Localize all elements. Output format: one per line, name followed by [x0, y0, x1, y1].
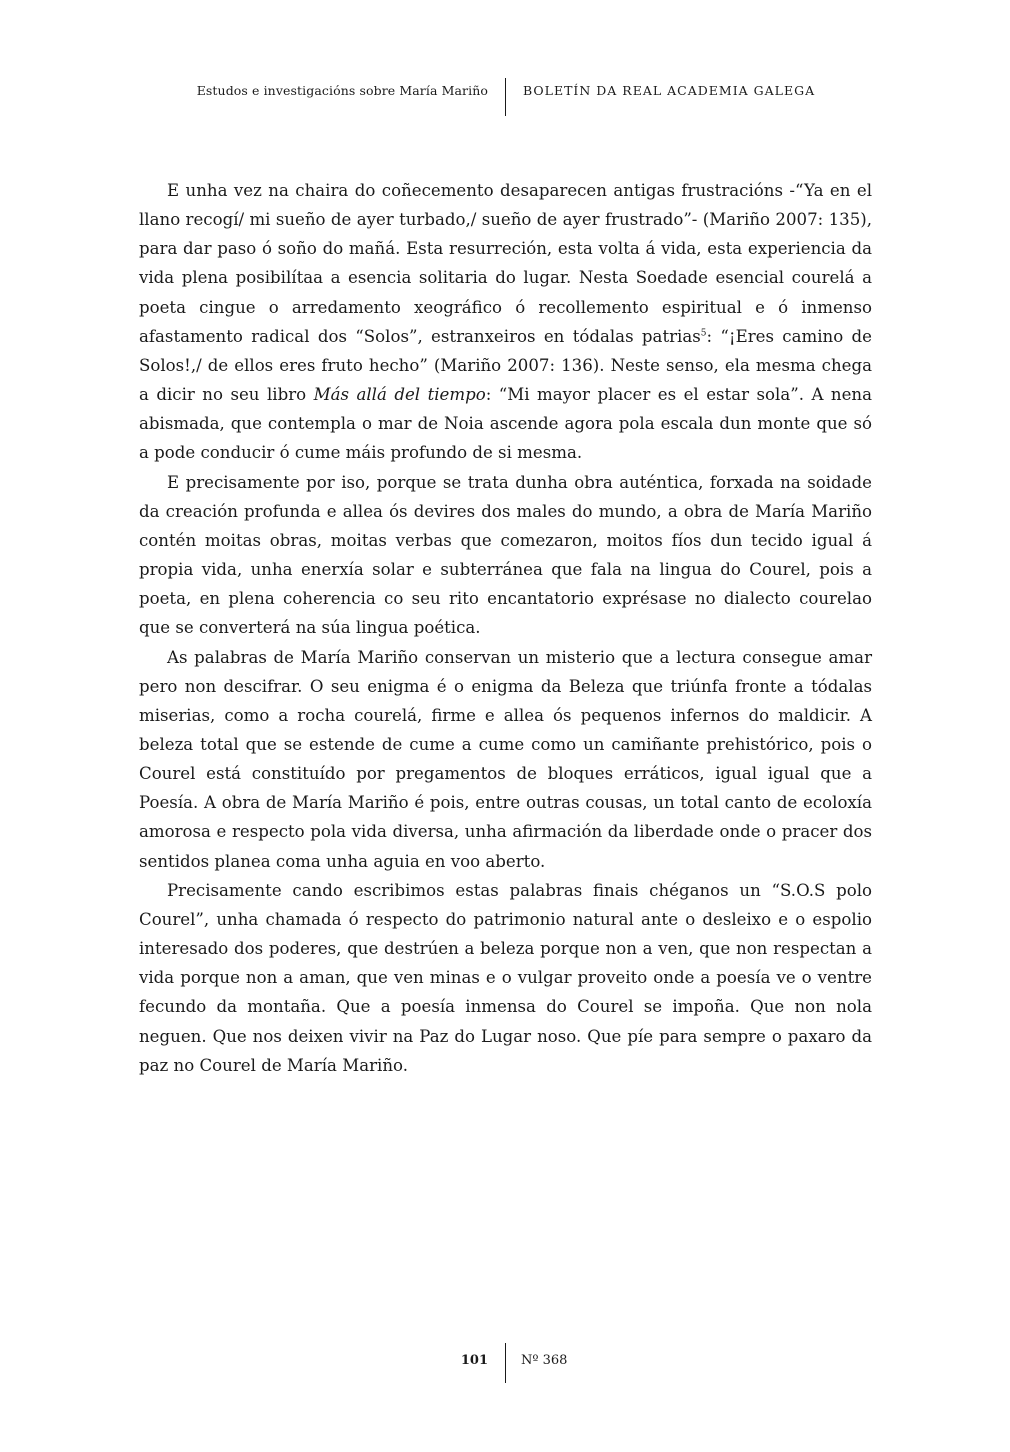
paragraph-3: As palabras de María Mariño conservan un misterio que a lectura consegue amar pero non descifrar. O seu enigma é o enigma da Beleza que triúnfa fronte a tódalas miserias, como a rocha courelá, firme e allea ós pequenos infernos do maldicir. A beleza total que se estende de cume a cume como un camiñante prehistórico, pois o Courel está constituído por pregamentos de bloques erráticos, igual igual que a Poesía. A obra de María Mariño é pois, entre outras cousas, un total canto de ecoloxía amorosa e respecto pola vida diversa, unha afirmación da liberdade onde o pracer dos sentidos planea coma unha aguia en voo aberto.	[139, 647, 872, 871]
article-body	[139, 176, 872, 1080]
page-footer	[0, 1343, 1010, 1385]
paragraph-2: E precisamente por iso, porque se trata dunha obra auténtica, forxada na soidade da creación profunda e allea ós devires dos males do mundo, a obra de María Mariño contén moitas obras, moitas verbas que comezaron, moitos fíos dun tecido igual á propia vida, unha enerxía solar e subterránea que fala na lingua do Courel, pois a poeta, en plena coherencia co seu rito encantatorio exprésase no dialecto courelao que se converterá na súa lingua poética.	[139, 472, 872, 638]
paragraph-4: Precisamente cando escribimos estas palabras finais chéganos un “S.O.S polo Courel”, unha chamada ó respecto do patrimonio natural ante o desleixo e o espolio interesado dos poderes, que destrúen a beleza porque non a ven, que non respectan a vida porque non a aman, que ven minas e o vulgar proveito onde a poesía ve o ventre fecundo da montaña. Que a poesía inmensa do Courel se impoña. Que non nola neguen. Que nos deixen vivir na Paz do Lugar noso. Que píe para sempre o paxaro da paz no Courel de María Mariño.	[139, 880, 872, 1075]
paragraph-1	[139, 176, 872, 468]
header-divider	[505, 78, 506, 116]
header-section-title: Estudos e investigacións sobre María Mariño	[196, 83, 488, 98]
header-journal-title: BOLETÍN DA REAL ACADEMIA GALEGA	[523, 83, 816, 98]
issue-number: Nº 368	[521, 1353, 568, 1368]
paragraph-1-part-c: : “Mi mayor placer es el estar sola”. A nena abismada, que contempla o mar de Noia ascende agora pola escala dun monte que só a pode conducir ó cume máis profundo de si mesma.	[139, 385, 872, 463]
page-number: 101	[460, 1353, 488, 1368]
footer-divider	[505, 1343, 506, 1383]
footnote-marker: 5	[700, 328, 707, 339]
paragraph-1-part-b: : “¡Eres camino de Solos!,/ de ellos eres fruto hecho” (Mariño 2007: 136). Neste senso, ela mesma chega a dicir no seu libro	[139, 326, 872, 405]
book-title: Más allá del tiempo	[313, 385, 486, 405]
running-header	[0, 78, 1010, 118]
paragraph-1-part-a: E unha vez na chaira do coñecemento desaparecen antigas frustracións -“Ya en el llano recogí/ mi sueño de ayer turbado,/ sueño de ayer frustrado”- (Mariño 2007: 135), para dar paso ó soño do mañá. Esta resurreción, esta volta á vida, esta experiencia da vida plena posibilítaa a esencia solitaria do lugar. Nesta Soedade esencial courelá a poeta cingue o arredamento xeográfico ó recollemento espiritual e ó inmenso afastamento radical dos “Solos”, estranxeiros en tódalas patrias	[139, 181, 872, 346]
